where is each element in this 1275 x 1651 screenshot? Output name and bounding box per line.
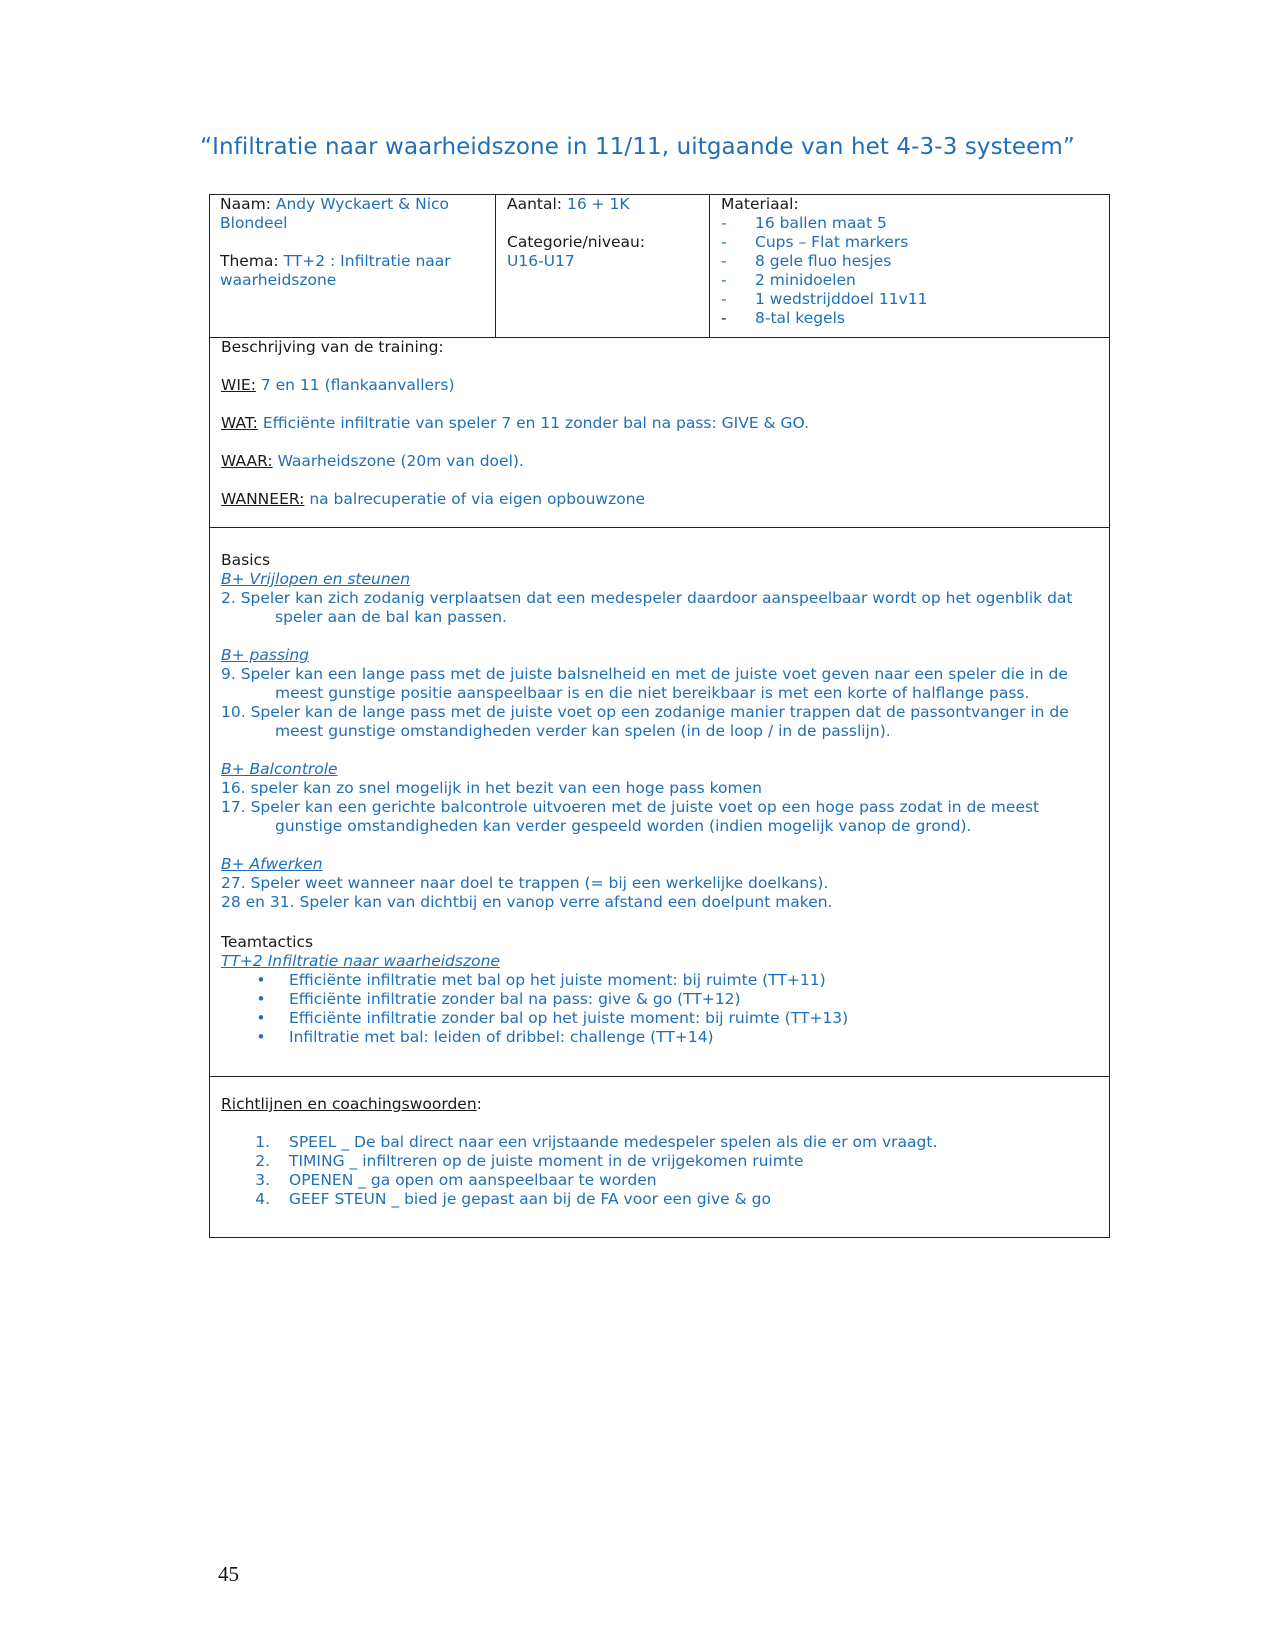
- beschrijving-heading: Beschrijving van de training:: [221, 338, 444, 356]
- richtlijnen-row: [210, 1077, 1109, 1237]
- teamtactics-item: • Efficiënte infiltratie zonder bal op het juiste moment: bij ruimte (TT+13): [256, 1009, 849, 1027]
- teamtactics-item: • Efficiënte infiltratie zonder bal na pass: give & go (TT+12): [256, 990, 741, 1008]
- basics-item: 10. Speler kan de lange pass met de juiste voet op een zodanige manier trappen dat de passontvanger in de meest gunstige omstandigheden verder kan spelen (in de loop / in de passlijn).: [221, 703, 1069, 740]
- basics-item: 2. Speler kan zich zodanig verplaatsen dat een medespeler daardoor aanspeelbaar wordt op het ogenblik dat speler aan de bal kan passen.: [221, 589, 1073, 626]
- teamtactics-item: • Infiltratie met bal: leiden of dribbel: challenge (TT+14): [256, 1028, 714, 1046]
- aantal-categorie-cell: [496, 195, 710, 337]
- beschrijving-row: [210, 338, 1109, 528]
- richtlijn-item: 1. SPEEL _ De bal direct naar een vrijstaande medespeler spelen als die er om vraagt.: [255, 1133, 938, 1151]
- teamtactics-title: TT+2 Infiltratie naar waarheidszone: [221, 952, 500, 970]
- materiaal-label: Materiaal:: [721, 195, 799, 213]
- header-row: [210, 195, 1109, 338]
- naam-thema-cell: [210, 195, 496, 337]
- basics-item: 9. Speler kan een lange pass met de juiste balsnelheid en met de juiste voet geven naar een speler die in de meest gunstige positie aanspeelbaar is en die niet bereikbaar is met een korte of halflange pass.: [221, 665, 1068, 702]
- basics-cell: [210, 528, 1109, 1076]
- richtlijn-item: 4. GEEF STEUN _ bied je gepast aan bij de FA voor een give & go: [255, 1190, 771, 1208]
- wat-value: Efficiënte infiltratie van speler 7 en 11 zonder bal na pass: GIVE & GO.: [262, 414, 810, 432]
- naam-value: Andy Wyckaert & Nico Blondeel: [220, 195, 450, 232]
- wie-label: WIE:: [221, 376, 256, 394]
- basics-group-title: B+ Vrijlopen en steunen: [221, 570, 411, 588]
- basics-item: 16. speler kan zo snel mogelijk in het bezit van een hoge pass komen: [221, 779, 762, 797]
- materiaal-item: - 1 wedstrijddoel 11v11: [721, 290, 928, 308]
- materiaal-item: - 8 gele fluo hesjes: [721, 252, 892, 270]
- richtlijn-item: 3. OPENEN _ ga open om aanspeelbaar te worden: [255, 1171, 657, 1189]
- basics-heading: Basics: [221, 551, 271, 569]
- wanneer-label: WANNEER:: [221, 490, 305, 508]
- thema-value: TT+2 : Infiltratie naar waarheidszone: [220, 252, 451, 289]
- wat-label: WAT:: [221, 414, 258, 432]
- materiaal-item: - 8-tal kegels: [721, 309, 845, 327]
- waar-value: Waarheidszone (20m van doel).: [277, 452, 524, 470]
- wie-value: 7 en 11 (flankaanvallers): [260, 376, 455, 394]
- teamtactics-item: • Efficiënte infiltratie met bal op het juiste moment: bij ruimte (TT+11): [256, 971, 826, 989]
- naam-label: Naam:: [220, 195, 271, 213]
- teamtactics-heading: Teamtactics: [221, 933, 314, 951]
- basics-item: 27. Speler weet wanneer naar doel te trappen (= bij een werkelijke doelkans).: [221, 874, 829, 892]
- richtlijn-item: 2. TIMING _ infiltreren op de juiste moment in de vrijgekomen ruimte: [255, 1152, 804, 1170]
- richtlijnen-cell: Richtlijnen en coachingswoorden: 1. SPEEL _ De bal direct naar een vrijstaande medespeler spelen als die er om vraagt. 2. TIMING _ infiltreren op de juiste moment in de vrijgekomen ruimte 3. OPENEN _ ga open om aanspeelbaar te worden 4. GEEF STEUN _ bied je gepast aan bij de FA voor een give & go: [210, 1077, 1109, 1237]
- beschrijving-cell: [210, 338, 1109, 527]
- basics-item: 28 en 31. Speler kan van dichtbij en vanop verre afstand een doelpunt maken.: [221, 893, 833, 911]
- waar-label: WAAR:: [221, 452, 273, 470]
- categorie-value: U16-U17: [507, 252, 575, 270]
- materiaal-item: - 16 ballen maat 5: [721, 214, 887, 232]
- wanneer-value: na balrecuperatie of via eigen opbouwzone: [309, 490, 646, 508]
- richtlijnen-heading: Richtlijnen en coachingswoorden: [221, 1095, 477, 1113]
- materiaal-cell: [710, 195, 1109, 337]
- basics-group-title: B+ Balcontrole: [221, 760, 338, 778]
- aantal-value: 16 + 1K: [566, 195, 630, 213]
- categorie-label: Categorie/niveau:: [507, 233, 646, 251]
- basics-row: [210, 528, 1109, 1077]
- training-table: [209, 194, 1110, 1238]
- page-title: “Infiltratie naar waarheidszone in 11/11, uitgaande van het 4-3-3 systeem”: [200, 134, 1075, 160]
- basics-group-title: B+ Afwerken: [221, 855, 323, 873]
- page-number: 45: [218, 1562, 239, 1586]
- basics-item: 17. Speler kan een gerichte balcontrole uitvoeren met de juiste voet op een hoge pass zodat in de meest gunstige omstandigheden kan verder gespeeld worden (indien mogelijk vanop de grond).: [221, 798, 1040, 835]
- thema-label: Thema:: [220, 252, 279, 270]
- materiaal-item: - 2 minidoelen: [721, 271, 856, 289]
- basics-group-title: B+ passing: [221, 646, 310, 664]
- aantal-label: Aantal:: [507, 195, 563, 213]
- materiaal-item: - Cups – Flat markers: [721, 233, 909, 251]
